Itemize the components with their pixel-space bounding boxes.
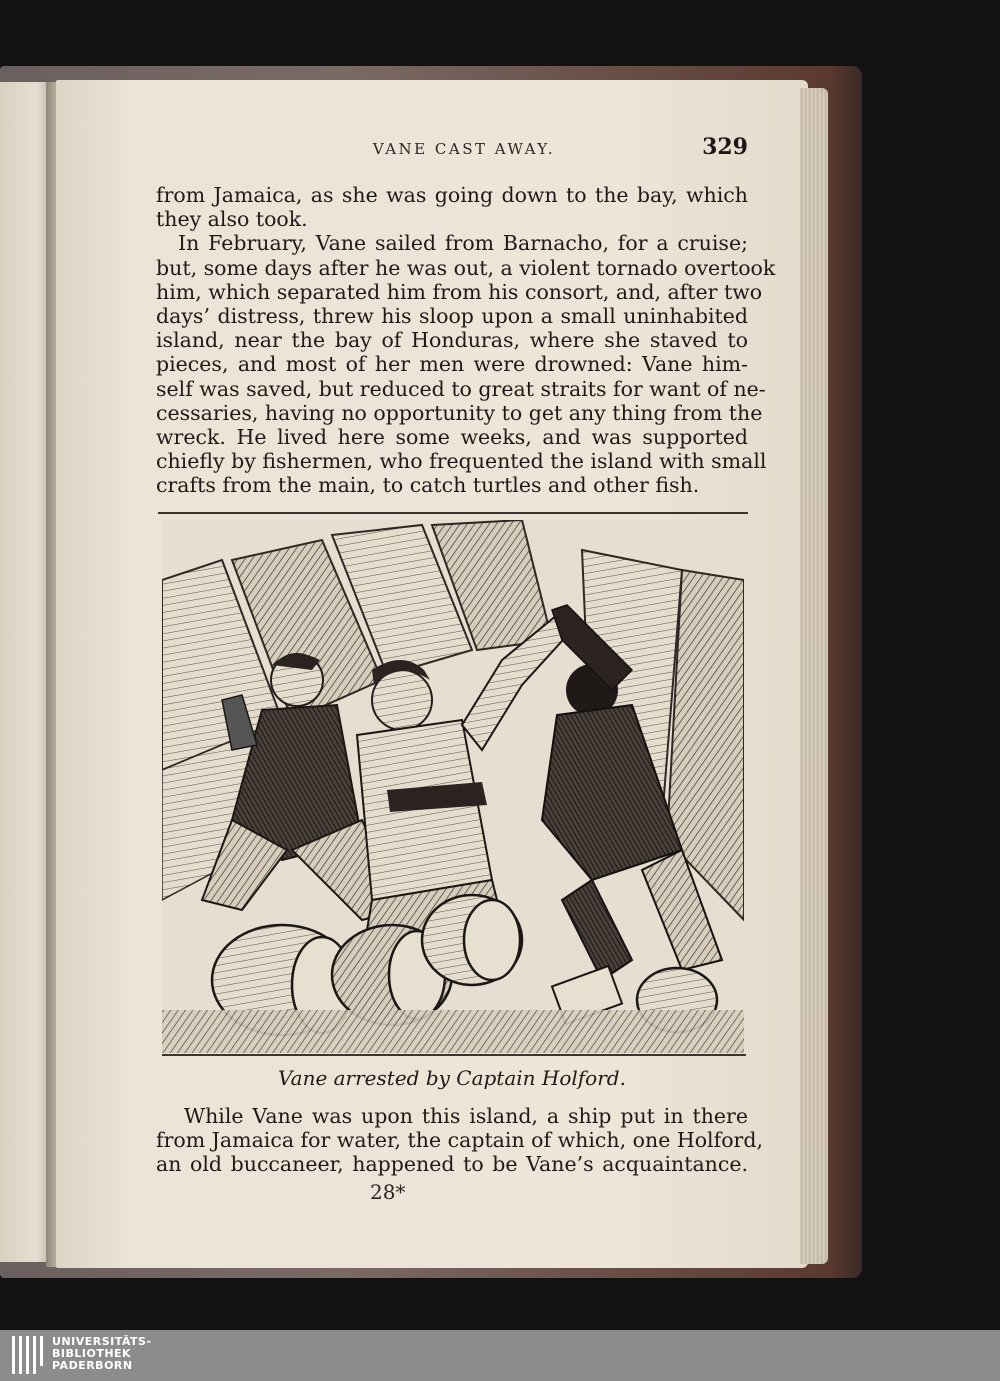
text-line: self was saved, but reduced to great straits for want of ne- xyxy=(156,376,766,401)
bottom-paragraph xyxy=(156,1104,763,1177)
text-line: they also took. xyxy=(156,207,308,232)
text-line: days’ distress, threw his sloop upon a small uninhabited xyxy=(156,304,748,329)
engraving-illustration xyxy=(162,520,744,1053)
signature-mark: 28* xyxy=(370,1180,406,1204)
library-name-line: UNIVERSITÄTS- xyxy=(52,1335,152,1348)
page-number: 329 xyxy=(702,134,748,160)
text-line: him, which separated him from his consort, and, after two xyxy=(156,279,763,304)
text-line: an old buccaneer, happened to be Vane’s acquaintance. xyxy=(156,1152,748,1177)
illustration-top-rule xyxy=(158,512,748,514)
library-name-line: BIBLIOTHEK xyxy=(52,1347,132,1360)
footer-bar xyxy=(0,1330,1000,1381)
text-line: island, near the bay of Honduras, where she staved to xyxy=(156,328,748,353)
text-line: While Vane was upon this island, a ship put in there xyxy=(184,1104,748,1128)
library-name-line: PADERBORN xyxy=(52,1359,133,1372)
text-line: cessaries, having no opportunity to get any thing from the xyxy=(156,400,763,425)
library-name xyxy=(52,1336,152,1372)
page-edges xyxy=(800,88,828,1264)
library-logo-icon xyxy=(10,1334,50,1376)
text-line: chiefly by fishermen, who frequented the island with small xyxy=(156,449,767,474)
left-page-edge xyxy=(0,82,52,1262)
text-line: pieces, and most of her men were drowned: Vane him- xyxy=(156,352,748,377)
running-head: VANE CAST AWAY. xyxy=(372,140,556,158)
illustration-caption: Vane arrested by Captain Holford. xyxy=(278,1066,626,1090)
illustration-bottom-rule xyxy=(162,1054,746,1056)
text-line: from Jamaica, as she was going down to the bay, which xyxy=(156,183,748,207)
text-line: wreck. He lived here some weeks, and was supported xyxy=(156,425,748,450)
text-line: from Jamaica for water, the captain of which, one Holford, xyxy=(156,1128,763,1153)
text-line: In February, Vane sailed from Barnacho, for a cruise; xyxy=(178,231,748,256)
top-paragraph xyxy=(156,183,776,498)
text-line: but, some days after he was out, a violent tornado overtook xyxy=(156,255,776,280)
text-line: crafts from the main, to catch turtles and other fish. xyxy=(156,473,700,498)
page-header xyxy=(156,136,748,166)
